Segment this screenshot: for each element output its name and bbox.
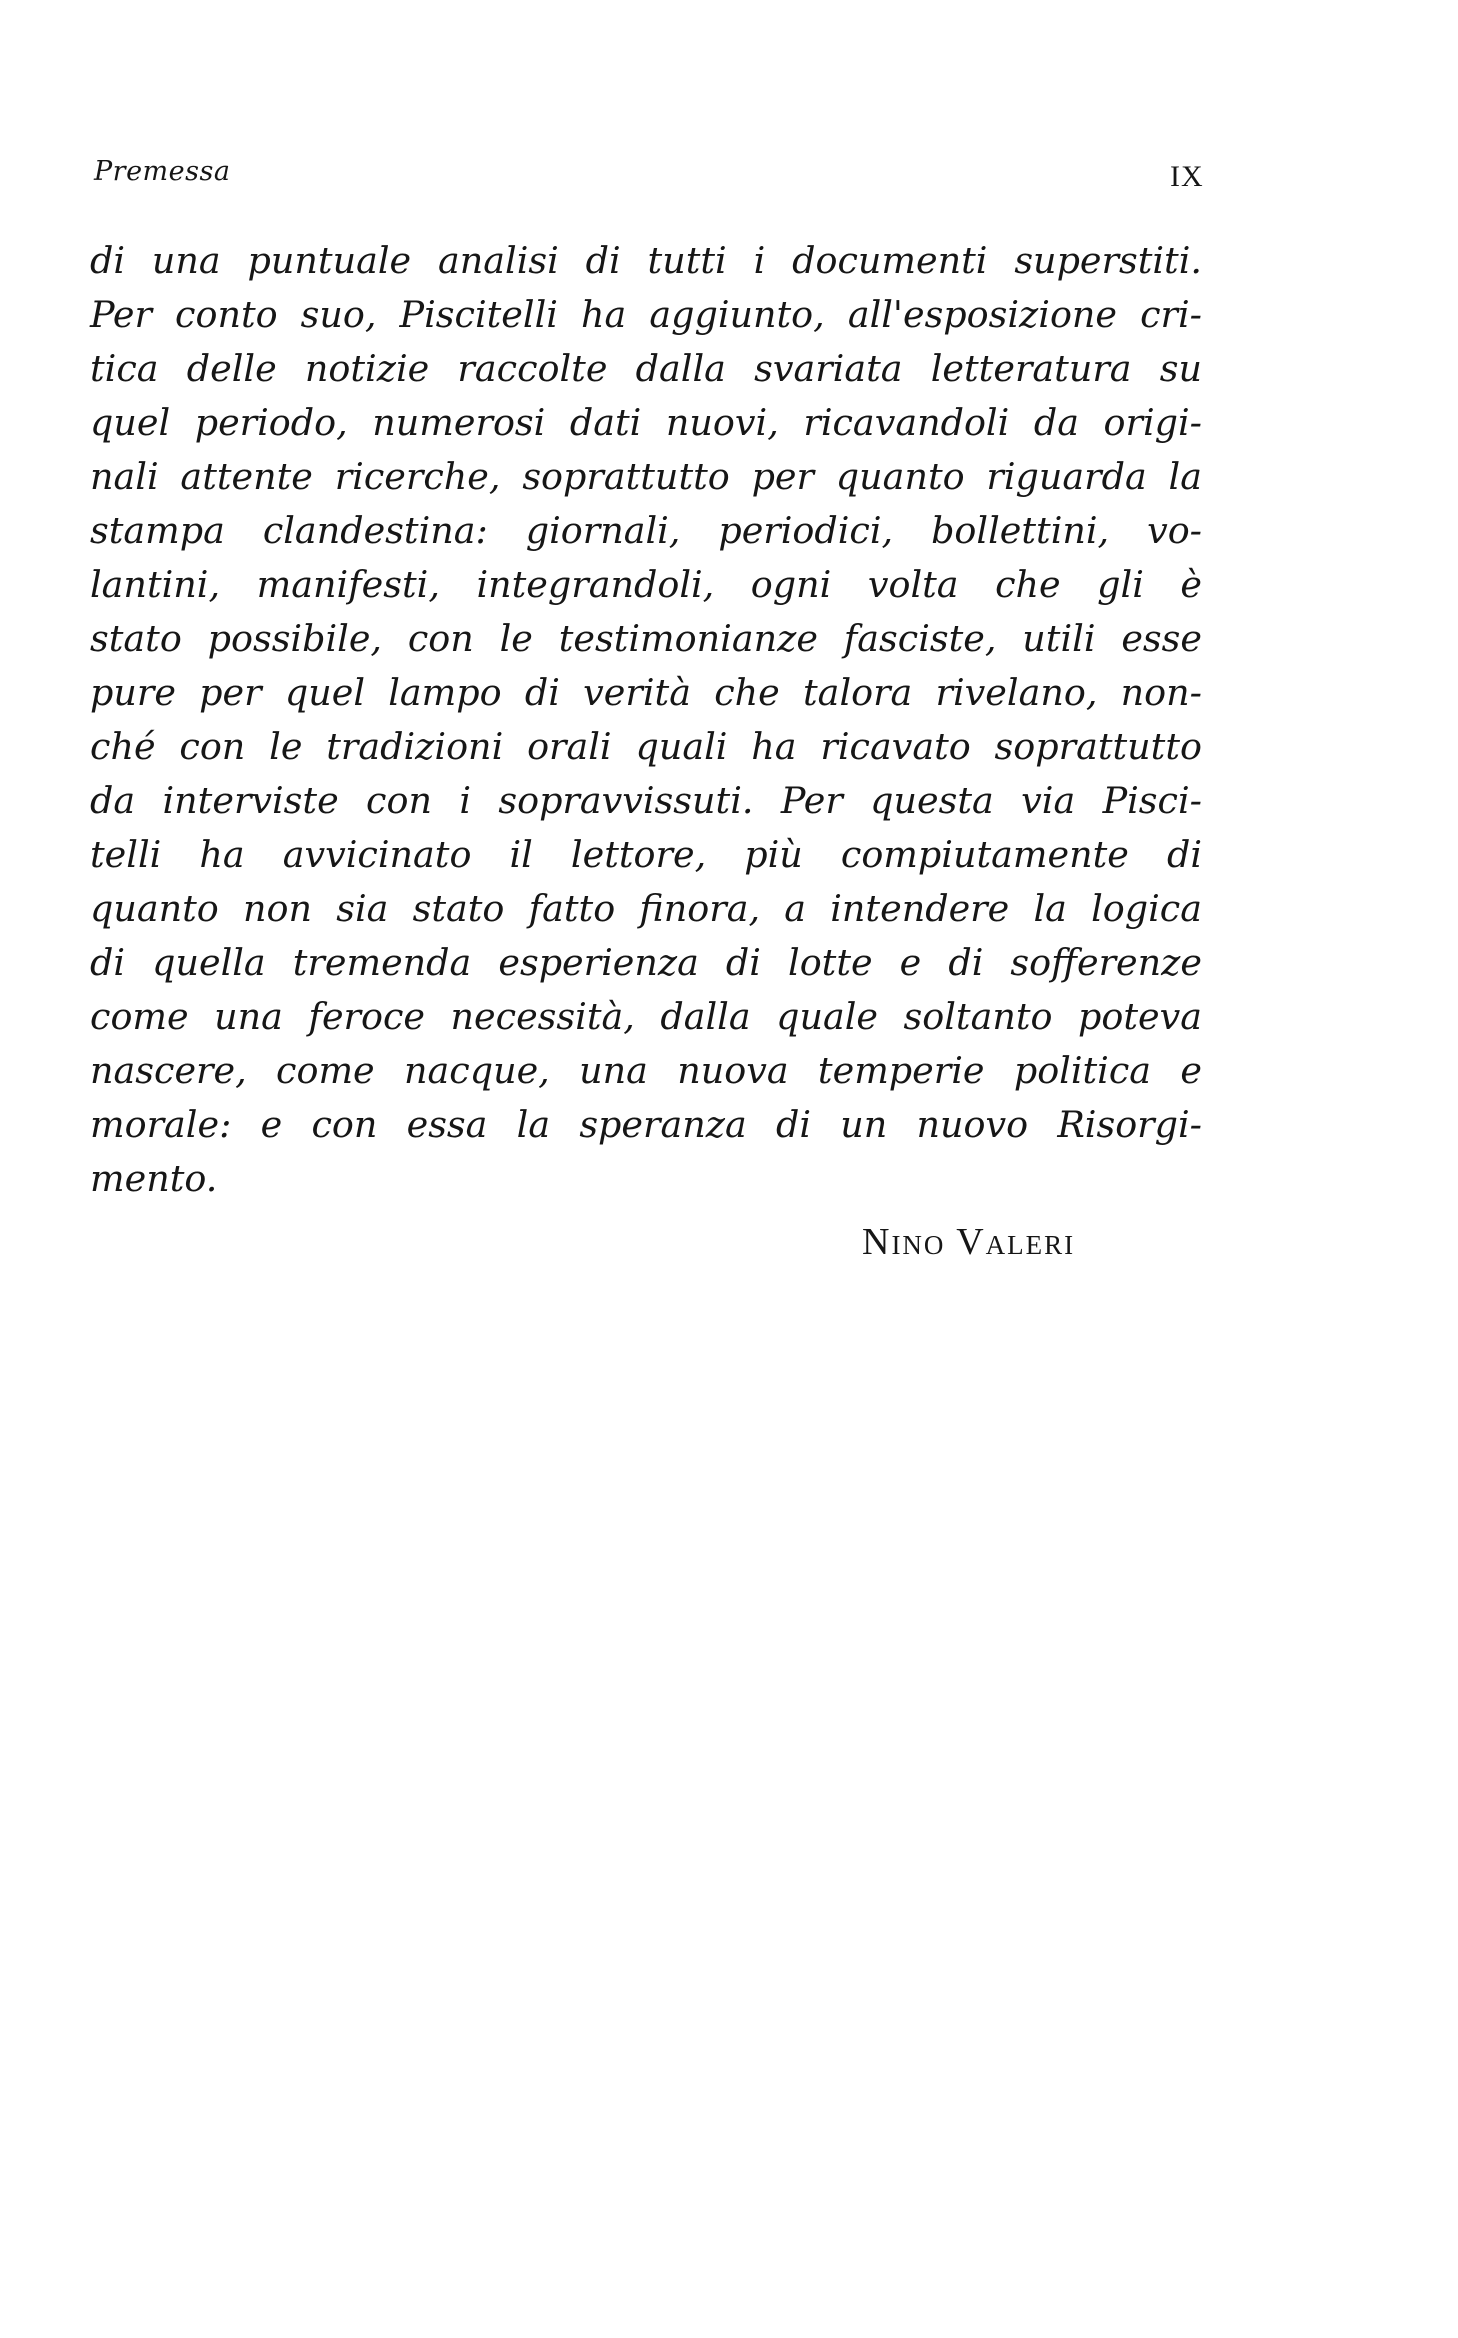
text-line: di quella tremenda esperienza di lotte e di sofferenze: [90, 941, 1202, 984]
text-line: nali attente ricerche, soprattutto per quanto riguarda la: [90, 455, 1202, 498]
text-line: quel periodo, numerosi dati nuovi, ricavandoli da origi-: [90, 401, 1202, 444]
text-line: quanto non sia stato fatto finora, a intendere la logica: [90, 887, 1202, 930]
body-text: [90, 234, 1202, 1206]
text-line: stato possibile, con le testimonianze fasciste, utili esse: [90, 617, 1202, 660]
text-line: Per conto suo, Piscitelli ha aggiunto, all'esposizione cri-: [90, 293, 1202, 336]
text-line: come una feroce necessità, dalla quale soltanto poteva: [90, 995, 1202, 1038]
text-line: nascere, come nacque, una nuova temperie politica e: [90, 1049, 1202, 1092]
text-line: tica delle notizie raccolte dalla svariata letteratura su: [90, 347, 1202, 390]
text-line: lantini, manifesti, integrandoli, ogni volta che gli è: [90, 563, 1202, 606]
text-line: morale: e con essa la speranza di un nuovo Risorgi-: [90, 1103, 1202, 1146]
page-number: IX: [1170, 160, 1204, 193]
text-line: mento.: [90, 1157, 218, 1200]
author-signature: Nino Valeri: [862, 1221, 1076, 1263]
running-head: Premessa: [94, 156, 231, 187]
text-line: pure per quel lampo di verità che talora rivelano, non-: [90, 671, 1202, 714]
text-line: da interviste con i sopravvissuti. Per questa via Pisci-: [90, 779, 1202, 822]
text-line: stampa clandestina: giornali, periodici, bollettini, vo-: [90, 509, 1202, 552]
text-line: telli ha avvicinato il lettore, più compiutamente di: [90, 833, 1202, 876]
text-line: ché con le tradizioni orali quali ha ricavato soprattutto: [90, 725, 1202, 768]
text-line: di una puntuale analisi di tutti i documenti superstiti.: [90, 239, 1202, 282]
